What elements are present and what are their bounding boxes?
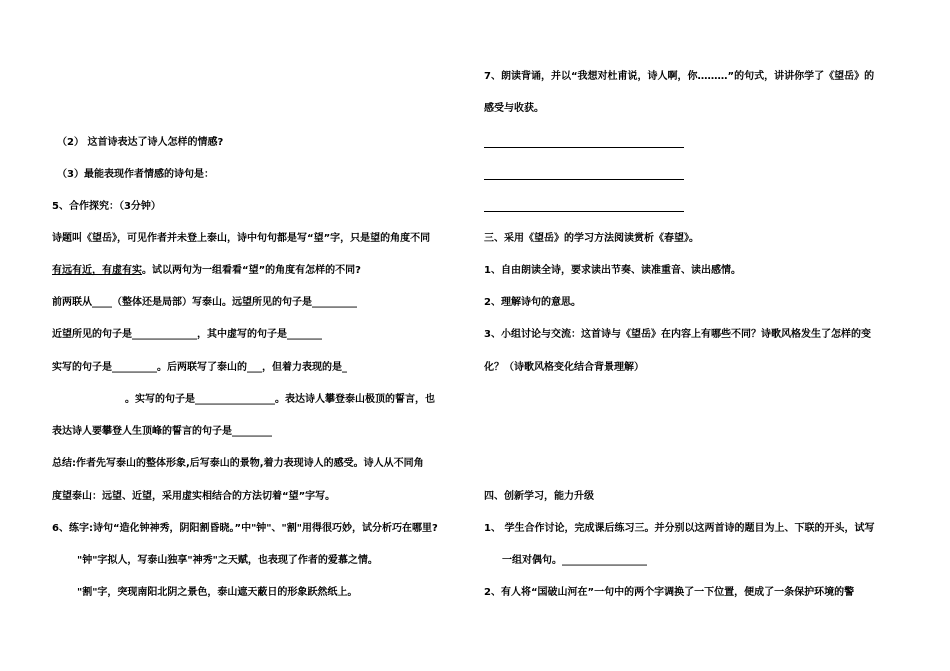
- section-6-line: 6、练字:诗句“造化钟神秀，阴阳割昏晓。”中"钟"、"割"用得很巧妙，试分析巧在哪里?: [52, 523, 438, 534]
- paragraph-line-rest: 。试以两句为一组看看“望”的角度有怎样的不同?: [142, 265, 361, 276]
- paragraph-line: [52, 264, 361, 278]
- task-line: 2、理解诗句的意思。: [484, 297, 581, 308]
- answer-rule: [484, 211, 684, 212]
- answer-line: "钟"字拟人，写泰山独享"神秀"之天赋，也表现了作者的爱慕之情。: [77, 555, 378, 566]
- summary-line: 总结:作者先写泰山的整体形象,后写泰山的景物,着力表现诗人的感受。诗人从不同角: [52, 458, 424, 469]
- task-line: 3、小组讨论与交流：这首诗与《望岳》在内容上有哪些不同？诗歌风格发生了怎样的变: [484, 329, 871, 340]
- fill-blank-line: 。实写的句子是________________。表达诗人攀登泰山极顶的誓言，也: [125, 394, 435, 405]
- section-3-heading: 三、采用《望岳》的学习方法阅读赏析《春望》。: [484, 233, 699, 244]
- question-3-text: （3）最能表现作者情感的诗句是：: [57, 169, 214, 180]
- task-line: 化？（诗歌风格变化结合背景理解）: [484, 362, 644, 373]
- answer-rule: [484, 147, 684, 148]
- fill-blank-line: 实写的句子是_________。后两联写了泰山的___，但着力表现的是_: [52, 362, 347, 373]
- section-4-heading: 四、创新学习，能力升级: [484, 491, 594, 502]
- fill-blank-line: 近望所见的句子是_____________，其中虚写的句子是_______: [52, 329, 322, 340]
- task-line: 一组对偶句。_________________: [502, 555, 647, 566]
- task-line: 1、 学生合作讨论，完成课后练习三。并分别以这两首诗的题目为上、下联的开头，试写: [484, 523, 875, 534]
- underlined-phrase: 有远有近，有虚有实: [52, 265, 142, 276]
- section-5-heading: 5、合作探究：（3分钟）: [52, 201, 161, 212]
- task-line: 2、有人将“国破山河在”一句中的两个字调换了一下位置，便成了一条保护环境的警: [484, 587, 855, 598]
- fill-blank-line: 表达诗人要攀登人生顶峰的誓言的句子是________: [52, 426, 272, 437]
- summary-line: 度望泰山：远望、近望，采用虚实相结合的方法切着“望”字写。: [52, 491, 336, 502]
- question-2-text: （2） 这首诗表达了诗人怎样的情感?: [57, 137, 224, 148]
- paragraph-line: 诗题叫《望岳》，可见作者并未登上泰山，诗中句句都是写“望”字，只是望的角度不同: [52, 233, 431, 244]
- question-7-text-cont: 感受与收获。: [484, 103, 544, 114]
- fill-blank-line: 前两联从____（整体还是局部）写泰山。远望所见的句子是_________: [52, 297, 357, 308]
- task-line: 1、自由朗读全诗，要求读出节奏、读准重音、读出感情。: [484, 265, 741, 276]
- answer-line: "割"字，突现南阳北阴之景色，泰山遮天蔽日的形象跃然纸上。: [77, 587, 358, 598]
- answer-rule: [484, 179, 684, 180]
- question-7-text: 7、朗读背诵，并以“我想对杜甫说，诗人啊，你………”的句式，讲讲你学了《望岳》的: [484, 71, 875, 82]
